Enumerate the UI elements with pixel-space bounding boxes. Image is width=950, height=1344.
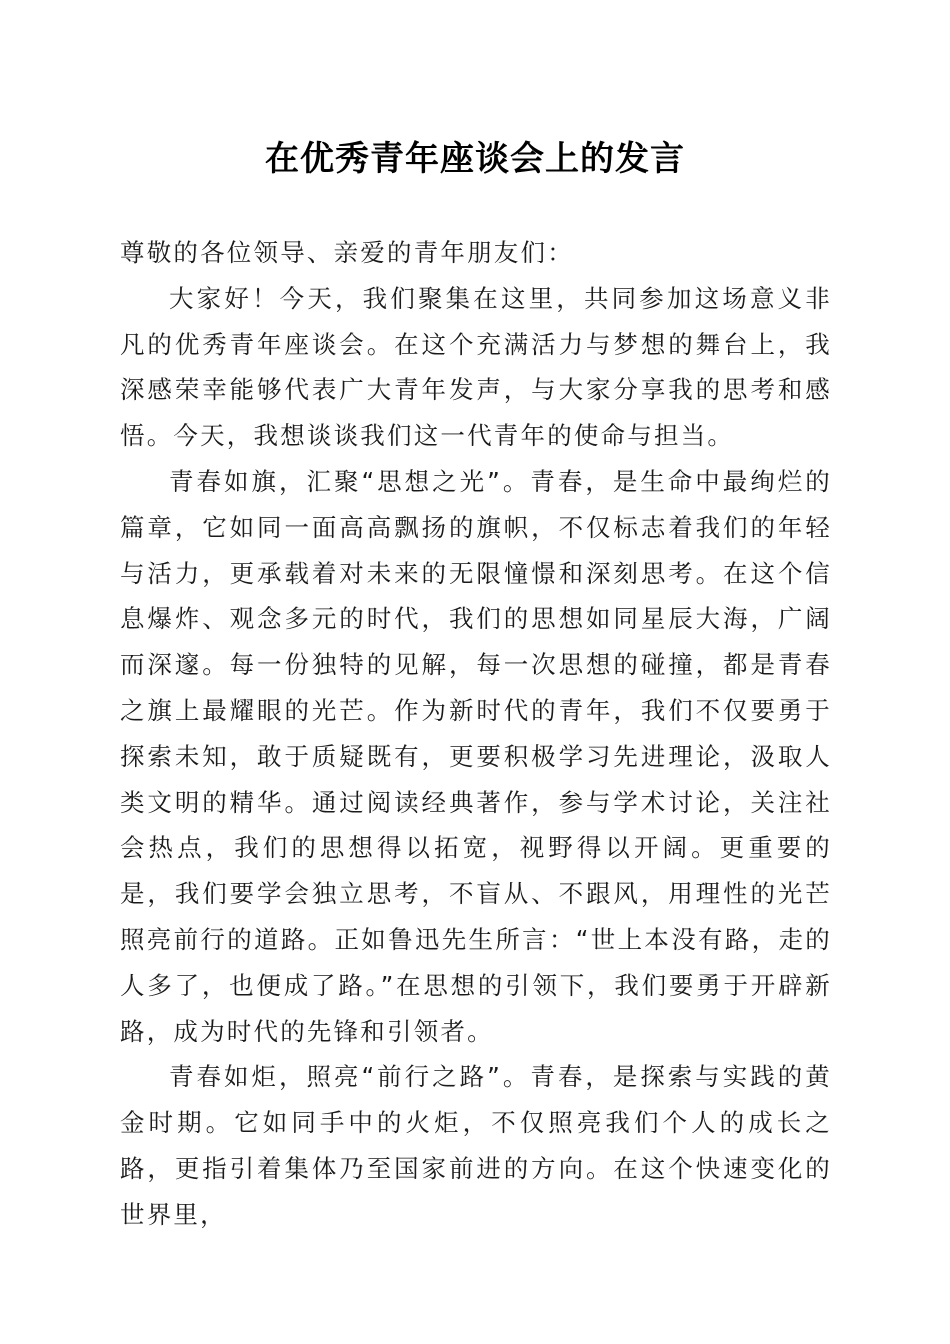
paragraph-path: 青春如炬，照亮“前行之路”。青春，是探索与实践的黄金时期。它如同手中的火炬，不仅照亮我们个人的成长之路，更指引着集体乃至国家前进的方向。在这个快速变化的世界里，	[120, 1062, 832, 1229]
document-body	[120, 230, 832, 1238]
paragraph-ideas: 青春如旗，汇聚“思想之光”。青春，是生命中最绚烂的篇章，它如同一面高高飘扬的旗帜，不仅标志着我们的年轻与活力，更承载着对未来的无限憧憬和深刻思考。在这个信息爆炸、观念多元的时代，我们的思想如同星辰大海，广阔而深邃。每一份独特的见解，每一次思想的碰撞，都是青春之旗上最耀眼的光芒。作为新时代的青年，我们不仅要勇于探索未知，敢于质疑既有，更要积极学习先进理论，汲取人类文明的精华。通过阅读经典著作，参与学术讨论，关注社会热点，我们的思想得以拓宽，视野得以开阔。更重要的是，我们要学会独立思考，不盲从、不跟风，用理性的光芒照亮前行的道路。正如鲁迅先生所言：“世上本没有路，走的人多了，也便成了路。”在思想的引领下，我们要勇于开辟新路，成为时代的先锋和引领者。	[120, 466, 832, 1046]
document-title: 在优秀青年座谈会上的发言	[265, 139, 685, 179]
salutation: 尊敬的各位领导、亲爱的青年朋友们：	[120, 238, 574, 267]
paragraph-greeting: 大家好！今天，我们聚集在这里，共同参加这场意义非凡的优秀青年座谈会。在这个充满活力与梦想的舞台上，我深感荣幸能够代表广大青年发声，与大家分享我的思考和感悟。今天，我想谈谈我们这一代青年的使命与担当。	[120, 283, 832, 451]
